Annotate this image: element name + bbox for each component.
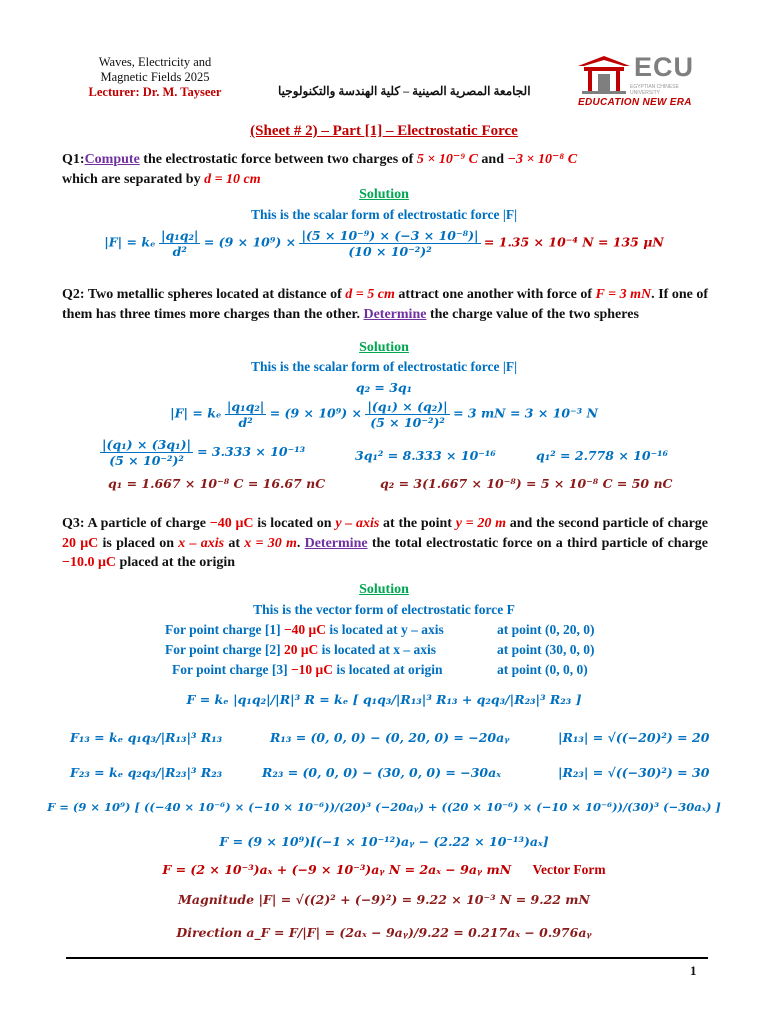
university-arabic-name: الجامعة المصرية الصينية – كلية الهندسة والتكنولوجيا	[278, 84, 531, 98]
question-1: Q1:Compute the electrostatic force between two charges of 5 × 10⁻⁹ C and −3 × 10⁻⁸ C which are separated by d = 10 cm	[62, 152, 578, 187]
q3-point-2: at point (30, 0, 0)	[497, 642, 595, 657]
q3-substitution: F = (9 × 10⁹) [ ((−40 × 10⁻⁶) × (−10 × 10⁻⁶))/(20)³ (−20aᵧ) + ((20 × 10⁻⁶) × (−10 × 10⁻⁶))/(30)³ (−30aₓ) ]	[47, 800, 721, 814]
q3-direction: Direction a_F = F/|F| = (2aₓ − 9aᵧ)/9.22 = 0.217aₓ − 0.976aᵧ	[176, 925, 592, 940]
q3-magnitude: Magnitude |F| = √((2)² + (−9)²) = 9.22 × 10⁻³ N = 9.22 mN	[178, 892, 590, 907]
q1-scalar-note: This is the scalar form of electrostatic force |F|	[250, 207, 518, 222]
q2-step-3: q₁² = 2.778 × 10⁻¹⁶	[536, 448, 669, 463]
footer-rule	[66, 957, 708, 959]
logo-text: ECU	[634, 52, 695, 82]
q2-relation: q₂ = 3q₁	[355, 380, 413, 395]
q1-equation: |F| = kₑ $\frac{\text{|q₁q₂|}}{\text{d²}}$ = (9 × 10⁹) × $\frac{\text{|(5 × 10⁻⁹) × (−3 × 10⁻⁸)|}}{\text{(10 × 10⁻²)²}}$ = 1.35 × 10⁻⁴ N = 135 μN	[104, 228, 664, 259]
q3-point-1: at point (0, 20, 0)	[497, 622, 595, 637]
logo-subtitle: EGYPTIAN CHINESE UNIVERSITY	[630, 84, 679, 96]
q2-scalar-note: This is the scalar form of electrostatic force |F|	[250, 359, 518, 374]
q2-equation: |F| = kₑ $\frac{\text{|q₁q₂|}}{\text{d²}}$ = (9 × 10⁹) × $\frac{\text{|(q₁) × (q₂)|}}{\text{(5 × 10⁻²)²}}$ = 3 mN = 3 × 10⁻³ N	[170, 399, 598, 430]
q3-point-charge-3: For point charge [3] −10 μC is located at origin	[172, 662, 443, 677]
q3-vector-result: F = (2 × 10⁻³)aₓ + (−9 × 10⁻³)aᵧ N = 2aₓ − 9aᵧ mN Vector Form	[162, 862, 606, 877]
q2-step-1: $\frac{\text{|(q₁) × (3q₁)|}}{\text{(5 × 10⁻²)²}}$ = 3.333 × 10⁻¹³	[102, 437, 306, 468]
q2-step-2: 3q₁² = 8.333 × 10⁻¹⁶	[355, 448, 496, 463]
q3-r23: R₂₃ = (0, 0, 0) − (30, 0, 0) = −30aₓ	[262, 765, 501, 780]
course-header	[60, 55, 250, 100]
lecturer-name: Lecturer: Dr. M. Tayseer	[88, 85, 222, 99]
q2-result-q2: q₂ = 3(1.667 × 10⁻⁸) = 5 × 10⁻⁸ C = 50 nC	[380, 476, 673, 491]
course-title-line2: Magnetic Fields 2025	[100, 70, 210, 84]
q3-f13: F₁₃ = kₑ q₁q₃/|R₁₃|³ R₁₃	[70, 730, 223, 745]
q3-general-equation: F = kₑ |q₁q₂|/|R|³ R = kₑ [ q₁q₃/|R₁₃|³ R₁₃ + q₂q₃/|R₂₃|³ R₂₃ ]	[186, 692, 582, 707]
q3-r13-magnitude: |R₁₃| = √((−20)²) = 20	[558, 730, 710, 745]
question-2: Q2: Two metallic spheres located at distance of d = 5 cm attract one another with force of F = 3 mN. If one of them has three times more charges than the other. Determine the charge value of the two spheres	[62, 287, 709, 322]
q3-point-charge-2: For point charge [2] 20 μC is located at x – axis	[165, 642, 437, 657]
course-title-line1: Waves, Electricity and	[98, 55, 212, 69]
q3-point-charge-1: For point charge [1] −40 μC is located at y – axis	[165, 622, 444, 637]
q2-result-q1: q₁ = 1.667 × 10⁻⁸ C = 16.67 nC	[108, 476, 326, 491]
question-3: Q3: A particle of charge −40 μC is located on y – axis at the point y = 20 m and the second particle of charge 20 μC is placed on x – axis at x = 30 m. Determine the total electrostatic force on a third particle of charge −10.0 μC placed at the origin	[62, 516, 709, 570]
q3-f23: F₂₃ = kₑ q₂q₃/|R₂₃|³ R₂₃	[70, 765, 223, 780]
logo-tagline: EDUCATION NEW ERA	[578, 97, 692, 108]
q3-simplified: F = (9 × 10⁹)[(−1 × 10⁻¹²)aᵧ − (2.22 × 10⁻¹³)aₓ]	[219, 834, 549, 849]
q1-solution-heading: Solution	[359, 187, 409, 202]
q3-point-3: at point (0, 0, 0)	[497, 662, 588, 677]
q3-r13: R₁₃ = (0, 0, 0) − (0, 20, 0) = −20aᵧ	[270, 730, 510, 745]
sheet-title: (Sheet # 2) – Part [1] – Electrostatic Force	[250, 123, 518, 139]
q3-solution-heading: Solution	[359, 582, 409, 597]
university-logo	[574, 54, 698, 110]
pagoda-icon	[574, 54, 634, 98]
q3-r23-magnitude: |R₂₃| = √((−30)²) = 30	[558, 765, 710, 780]
q2-solution-heading: Solution	[359, 340, 409, 355]
page-number: 1	[690, 963, 697, 978]
q3-vector-note: This is the vector form of electrostatic force F	[253, 602, 515, 617]
